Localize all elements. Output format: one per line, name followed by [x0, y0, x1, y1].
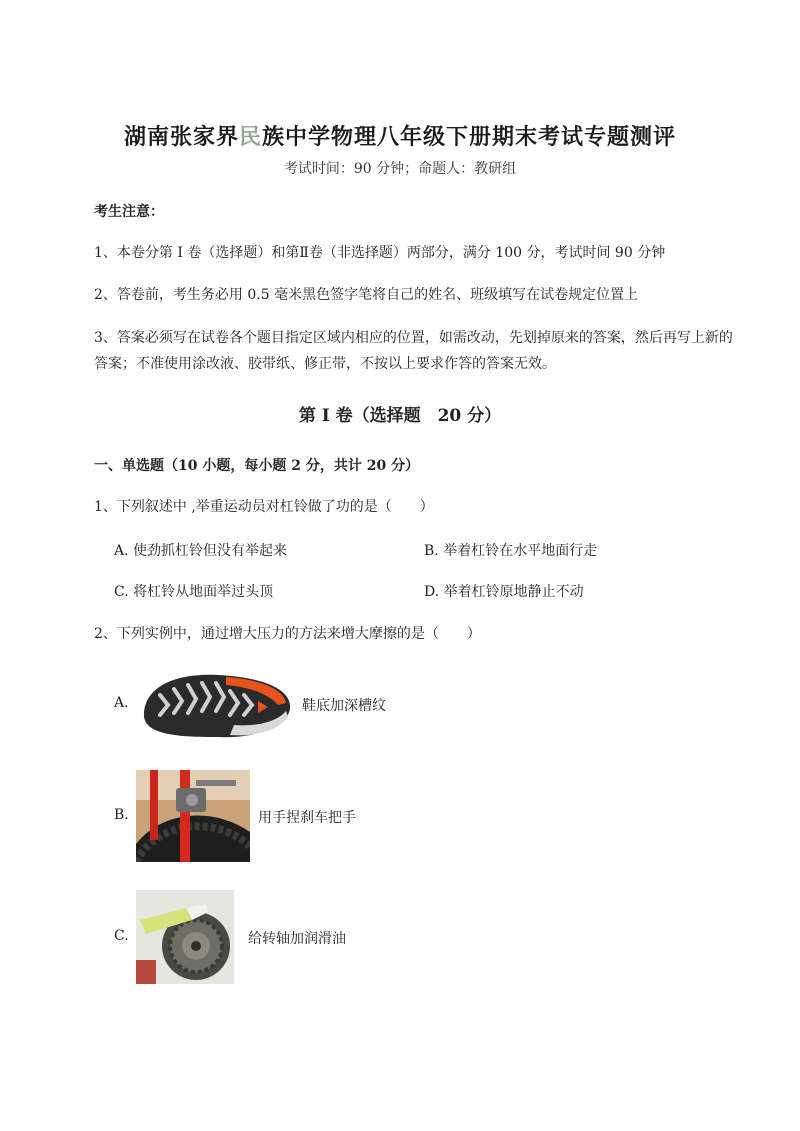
page-title: 湖南张家界民族中学物理八年级下册期末考试专题测评 [123, 124, 677, 150]
exam-subtitle: 考试时间：90 分钟；命题人：教研组 [283, 161, 517, 177]
question-1-stem: 1、下列叙述中 ,举重运动员对杠铃做了功的是（ ） [94, 499, 434, 515]
notice-item-1: 1、本卷分第 I 卷（选择题）和第Ⅱ卷（非选择题）两部分，满分 100 分，考试时间 90 分钟 [94, 245, 666, 261]
q2-option-c-text[interactable]: 给转轴加润滑油 [248, 931, 346, 947]
q2-option-b-letter[interactable]: B. [114, 807, 129, 823]
title-highlight-char: 民 [238, 124, 262, 150]
notice-item-2: 2、答卷前，考生务必用 0.5 毫米黑色签字笔将自己的姓名、班级填写在试卷规定位置上 [94, 287, 639, 303]
q1-option-b[interactable]: B. 举着杠铃在水平地面行走 [424, 543, 598, 559]
shoe-sole-image [138, 665, 294, 745]
notice-heading: 考生注意： [94, 204, 164, 220]
q1-option-a[interactable]: A. 使劲抓杠铃但没有举起来 [114, 543, 288, 559]
q2-option-c-letter[interactable]: C. [114, 928, 129, 944]
part-title: 一、单选题（10 小题，每小题 2 分，共计 20 分） [94, 458, 420, 474]
question-2-stem: 2、下列实例中，通过增大压力的方法来增大摩擦的是（ ） [94, 626, 481, 642]
q2-option-a-letter[interactable]: A. [114, 695, 129, 711]
bike-brake-image [136, 770, 250, 862]
q1-option-d[interactable]: D. 举着杠铃原地静止不动 [424, 584, 584, 600]
gear-lubrication-image [136, 890, 234, 984]
q2-option-a-text[interactable]: 鞋底加深槽纹 [302, 698, 386, 714]
section-title: 第 I 卷（选择题 20 分） [298, 406, 502, 426]
q2-option-b-text[interactable]: 用手捏刹车把手 [258, 810, 356, 826]
notice-item-3: 3、答案必须写在试卷各个题目指定区域内相应的位置，如需改动，先划掉原来的答案，然后再写上新的答案；不准使用涂改液、胶带纸、修正带，不按以上要求作答的答案无效。 [94, 330, 733, 372]
q1-option-c[interactable]: C. 将杠铃从地面举过头顶 [114, 584, 274, 600]
